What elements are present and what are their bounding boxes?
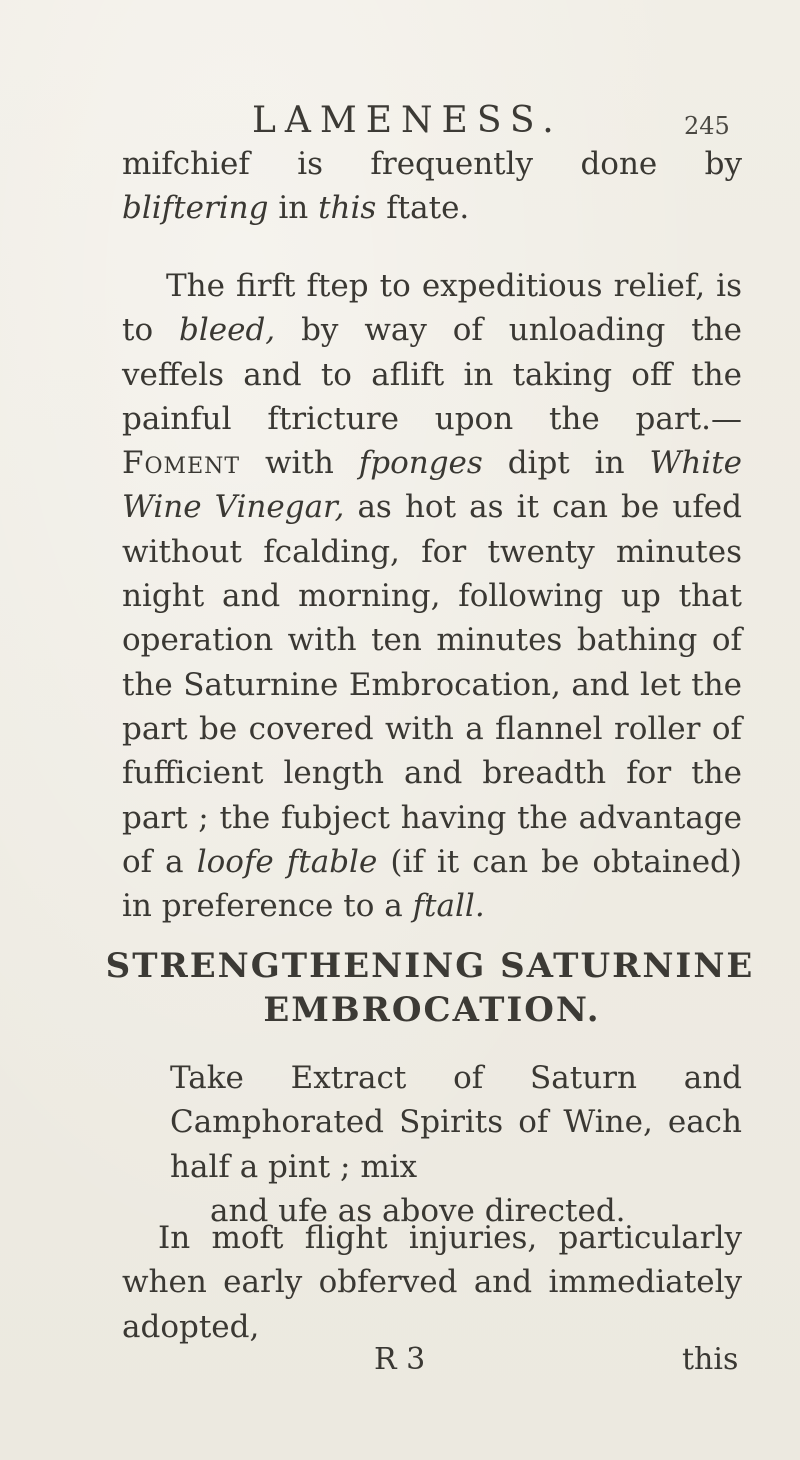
p1-text-b: bleed, bbox=[179, 312, 276, 349]
relief-paragraph bbox=[122, 264, 742, 928]
injuries-paragraph: In moft flight injuries, particularly when early obferved and immediately adopted, bbox=[122, 1220, 742, 1345]
p1-text-f: fponges bbox=[358, 445, 483, 482]
intro-text-d: this bbox=[318, 190, 377, 227]
intro-text-a: mifchief is frequently done by bbox=[122, 146, 742, 182]
intro-text-c: in bbox=[268, 190, 319, 227]
p1-text-d: Foment bbox=[122, 445, 241, 482]
p1-text-j: loofe ftable bbox=[196, 843, 378, 880]
p1-text-h: White Wine Vinegar, bbox=[122, 445, 742, 526]
intro-text-b: bliftering bbox=[122, 190, 269, 227]
p1-text-i: as hot as it can be ufed without fcalding, for twenty minutes night and morning, following up that operation with ten minutes bathing of the Saturnine Embrocation, and let the part be covered with a flannel roller of fufficient length and breadth for the part ; the fubject having the advantage of a bbox=[122, 489, 742, 880]
p1-text-k: (if it can be obtained) in preference to a bbox=[122, 843, 742, 925]
p1-text-e: with bbox=[240, 445, 359, 482]
intro-text-e: ftate. bbox=[376, 190, 470, 227]
section-heading-line1: STRENGTHENING SATURNINE bbox=[105, 946, 755, 986]
section-heading-line2: EMBROCATION. bbox=[263, 990, 601, 1030]
recipe-paragraph bbox=[170, 1056, 742, 1233]
intro-paragraph bbox=[122, 142, 742, 231]
p1-text-l: ftall. bbox=[412, 888, 485, 925]
p2-line2: and ufe as above directed. bbox=[210, 1192, 626, 1229]
running-head: LAMENESS. bbox=[252, 100, 563, 141]
p1-text-g: dipt in bbox=[482, 445, 650, 482]
catchword: this bbox=[682, 1342, 739, 1377]
p1-text-c: by way of unloading the veffels and to aflift in taking off the painful ftricture upon the part.— bbox=[122, 312, 742, 437]
page-number: 245 bbox=[684, 112, 730, 140]
p1-text-a: The firft ftep to expeditious relief, is to bbox=[122, 268, 742, 349]
signature-mark: R 3 bbox=[374, 1342, 426, 1377]
p2-line1: Take Extract of Saturn and Camphorated Spirits of Wine, each half a pint ; mix bbox=[170, 1060, 742, 1185]
